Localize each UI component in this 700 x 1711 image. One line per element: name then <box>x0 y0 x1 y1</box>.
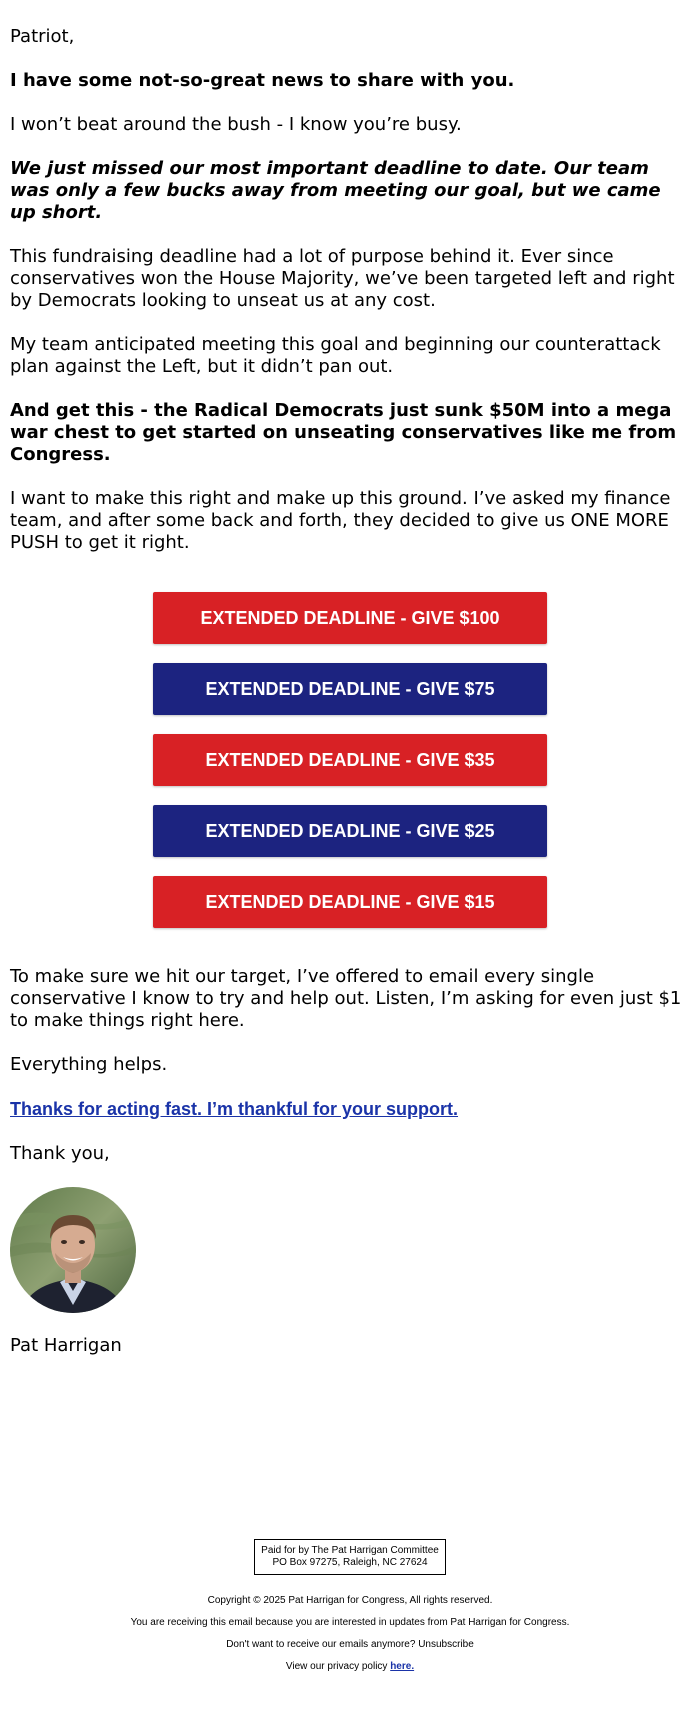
paragraph-target: To make sure we hit our target, I’ve offered to email every single conservative I know to try and help out. Listen, I’m asking for even just $1 to make things right here. <box>10 966 682 1031</box>
intro-text: I won’t beat around the bush - I know you’re busy. <box>10 114 462 135</box>
greeting: Patriot, <box>10 26 75 47</box>
privacy-prefix: View our privacy policy <box>285 1661 388 1672</box>
privacy-line <box>0 1661 700 1673</box>
thanks-link[interactable]: Thanks for acting fast. I’m thankful for your support. <box>10 1099 459 1119</box>
give-75-button[interactable]: EXTENDED DEADLINE - GIVE $75 <box>153 663 547 715</box>
give-15-button[interactable]: EXTENDED DEADLINE - GIVE $15 <box>153 876 547 928</box>
signature: Pat Harrigan <box>10 1335 122 1356</box>
give-35-button[interactable]: EXTENDED DEADLINE - GIVE $35 <box>153 734 547 786</box>
paragraph-deadline-purpose: This fundraising deadline had a lot of purpose behind it. Ever since conservatives won the House Majority, we’ve been targeted left and right by Democrats looking to unseat us at any cost. <box>10 246 675 311</box>
thanks-paragraph <box>10 1098 692 1121</box>
give-25-button[interactable]: EXTENDED DEADLINE - GIVE $25 <box>153 805 547 857</box>
paid-for-box <box>254 1539 446 1575</box>
subscription-reason-text: You are receiving this email because you are interested in updates from Pat Harrigan for Congress. <box>130 1617 570 1628</box>
give-100-button[interactable]: EXTENDED DEADLINE - GIVE $100 <box>153 592 547 644</box>
paid-for-line-1: Paid for by The Pat Harrigan Committee <box>261 1545 439 1556</box>
paragraph-everything-helps: Everything helps. <box>10 1054 168 1075</box>
emphasis-text: We just missed our most important deadline to date. Our team was only a few bucks away from meeting our goal, but we came up short. <box>10 158 661 223</box>
headline: I have some not-so-great news to share with you. <box>10 70 515 91</box>
unsubscribe-link[interactable]: Don't want to receive our emails anymore? Unsubscribe <box>226 1639 474 1650</box>
paragraph-one-more-push: I want to make this right and make up this ground. I’ve asked my finance team, and after some back and forth, they decided to give us ONE MORE PUSH to get it right. <box>10 488 671 553</box>
copyright-text: Copyright © 2025 Pat Harrigan for Congress, All rights reserved. <box>207 1595 493 1606</box>
bold-war-chest-text: And get this - the Radical Democrats just sunk $50M into a mega war chest to get started on unseating conservatives like me from Congress. <box>10 400 677 465</box>
email-footer <box>0 1539 700 1673</box>
signoff: Thank you, <box>10 1143 110 1164</box>
candidate-portrait-icon <box>10 1187 136 1313</box>
candidate-avatar <box>10 1187 136 1313</box>
paid-for-line-2: PO Box 97275, Raleigh, NC 27624 <box>272 1557 428 1568</box>
donation-buttons <box>0 592 700 928</box>
paragraph-counterattack: My team anticipated meeting this goal and beginning our counterattack plan against the Left, but it didn’t pan out. <box>10 334 661 377</box>
privacy-link[interactable]: here. <box>390 1661 415 1672</box>
